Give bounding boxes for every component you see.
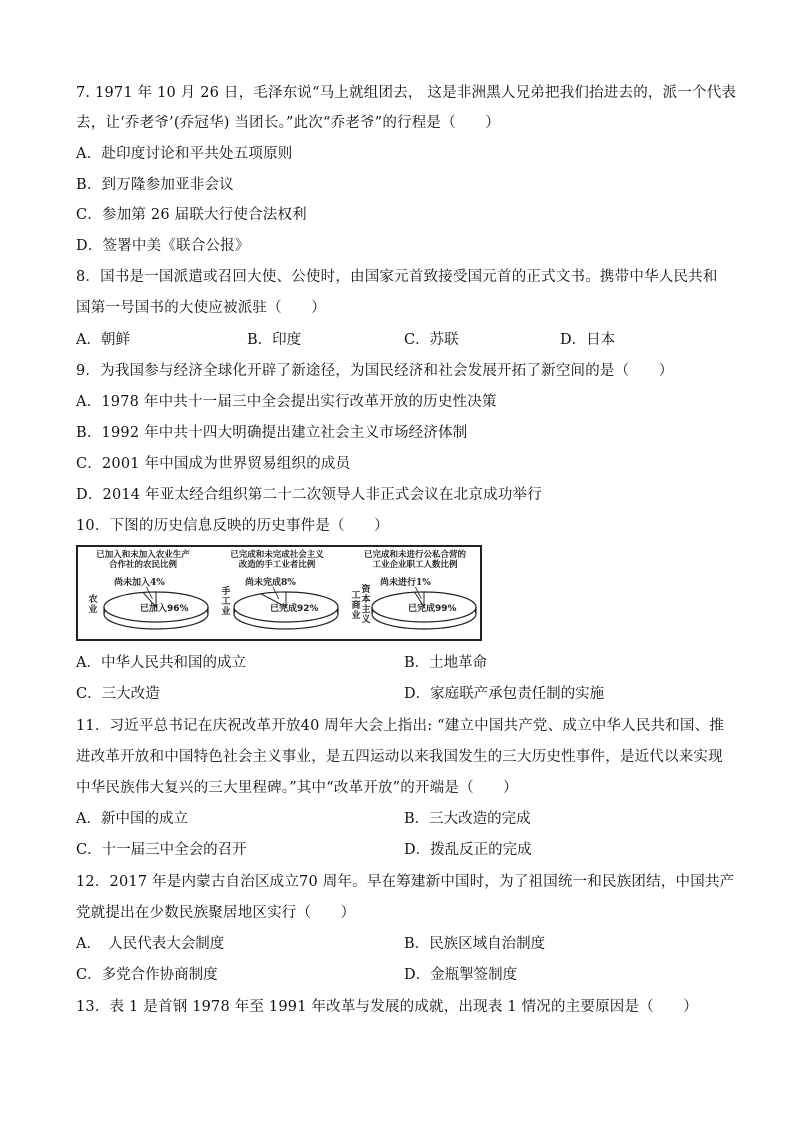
q11-option-b: B．三大改造的完成	[404, 811, 531, 827]
q10-option-b: B．土地革命	[404, 655, 488, 671]
q8-stem-line1: 8．国书是一国派遣或召回大使、公使时，由国家元首致接受国元首的正式文书。携带中华人民共和	[76, 269, 718, 285]
panel3-small-label: 尚未进行1%	[380, 578, 431, 588]
panel2-small-label: 尚未完成8%	[245, 578, 296, 588]
panel3-pie	[368, 587, 480, 635]
q8-option-c: C．苏联	[404, 332, 459, 348]
q12-option-d: D．金瓶掣签制度	[404, 967, 518, 983]
panel2-pie	[230, 587, 342, 635]
q7-option-a: A．赴印度讨论和平共处五项原则	[76, 146, 293, 162]
q12-option-b: B．民族区域自治制度	[404, 936, 546, 952]
q9-option-a: A．1978 年中共十一届三中全会提出实行改革开放的历史性决策	[76, 394, 497, 410]
panel1-title-line1: 已加入和未加入农业生产	[96, 550, 190, 560]
q12-stem-line1: 12．2017 年是内蒙古自治区成立70 周年。早在筹建新中国时，为了祖国统一和民族团结，中国共产	[76, 874, 735, 890]
q10-figure	[76, 545, 482, 641]
q10-option-c: C．三大改造	[76, 686, 160, 702]
q8-option-d: D．日本	[560, 332, 616, 348]
q13-stem-line1: 13．表 1 是首钢 1978 年至 1991 年改革与发展的成就，出现表 1 情况的主要原因是（ ）	[76, 999, 698, 1015]
q11-option-d: D．拨乱反正的完成	[404, 842, 532, 858]
panel1-side-label: 农业	[88, 595, 98, 615]
panel2-title-line2: 改造的手工业者比例	[238, 560, 316, 570]
panel1-big-label: 已加入96%	[140, 604, 189, 614]
panel2-side-label: 手工业	[221, 587, 231, 617]
panel3-side-label-a: 资本主义	[361, 585, 371, 625]
panel1-title-line2: 合作社的农民比例	[108, 560, 177, 570]
q11-option-a: A．新中国的成立	[76, 811, 188, 827]
panel3-title-line2: 工业企业职工人数比例	[372, 560, 458, 570]
panel2-big-label: 已完成92%	[270, 604, 319, 614]
q11-stem-line1: 11．习近平总书记在庆祝改革开放40 周年大会上指出: “建立中国共产党、成立中华人民共和国、推	[76, 718, 725, 734]
panel3-side-label-b: 工商业	[351, 591, 361, 621]
q7-stem-line2: 去，让‘乔老爷’(乔冠华) 当团长。”此次“乔老爷”的行程是（ ）	[76, 115, 500, 131]
q7-option-b: B．到万隆参加亚非会议	[76, 177, 234, 193]
q9-stem-line1: 9．为我国参与经济全球化开辟了新途径，为国民经济和社会发展开拓了新空间的是（ ）	[76, 363, 674, 379]
q12-option-c: C．多党合作协商制度	[76, 967, 218, 983]
q9-option-c: C．2001 年中国成为世界贸易组织的成员	[76, 456, 351, 472]
panel1-pie	[100, 587, 212, 635]
q12-stem-line2: 党就提出在少数民族聚居地区实行（ ）	[76, 905, 356, 921]
q8-stem-line2: 国第一号国书的大使应被派驻（ ）	[76, 300, 326, 316]
q12-option-a: A． 人民代表大会制度	[76, 936, 225, 952]
q7-stem-line1: 7. 1971 年 10 月 26 日，毛泽东说“马上就组团去， 这是非洲黑人兄弟把我们抬进去的，派一个代表	[76, 85, 737, 101]
q9-option-d: D．2014 年亚太经合组织第二十二次领导人非正式会议在北京成功举行	[76, 487, 542, 503]
q9-option-b: B．1992 年中共十四大明确提出建立社会主义市场经济体制	[76, 425, 468, 441]
q11-stem-line2: 进改革开放和中国特色社会主义事业，是五四运动以来我国发生的三大历史性事件，是近代以来实现	[76, 749, 723, 765]
panel2-title-line1: 已完成和未完成社会主义	[230, 550, 324, 560]
q10-stem-line1: 10．下图的历史信息反映的历史事件是（ ）	[76, 518, 389, 534]
q10-option-a: A．中华人民共和国的成立	[76, 655, 246, 671]
q11-option-c: C．十一届三中全会的召开	[76, 842, 247, 858]
q8-option-a: A．朝鲜	[76, 332, 130, 348]
q8-option-b: B．印度	[247, 332, 302, 348]
q10-option-d: D．家庭联产承包责任制的实施	[404, 686, 605, 702]
panel1-small-label: 尚未加入4%	[114, 578, 165, 588]
panel3-title-line1: 已完成和未进行公私合营的	[363, 550, 466, 560]
q7-option-c: C．参加第 26 届联大行使合法权利	[76, 207, 307, 223]
q11-stem-line3: 中华民族伟大复兴的三大里程碑。”其中“改革开放”的开端是（ ）	[76, 780, 518, 796]
panel3-big-label: 已完成99%	[408, 604, 457, 614]
q7-option-d: D．签署中美《联合公报》	[76, 238, 250, 254]
